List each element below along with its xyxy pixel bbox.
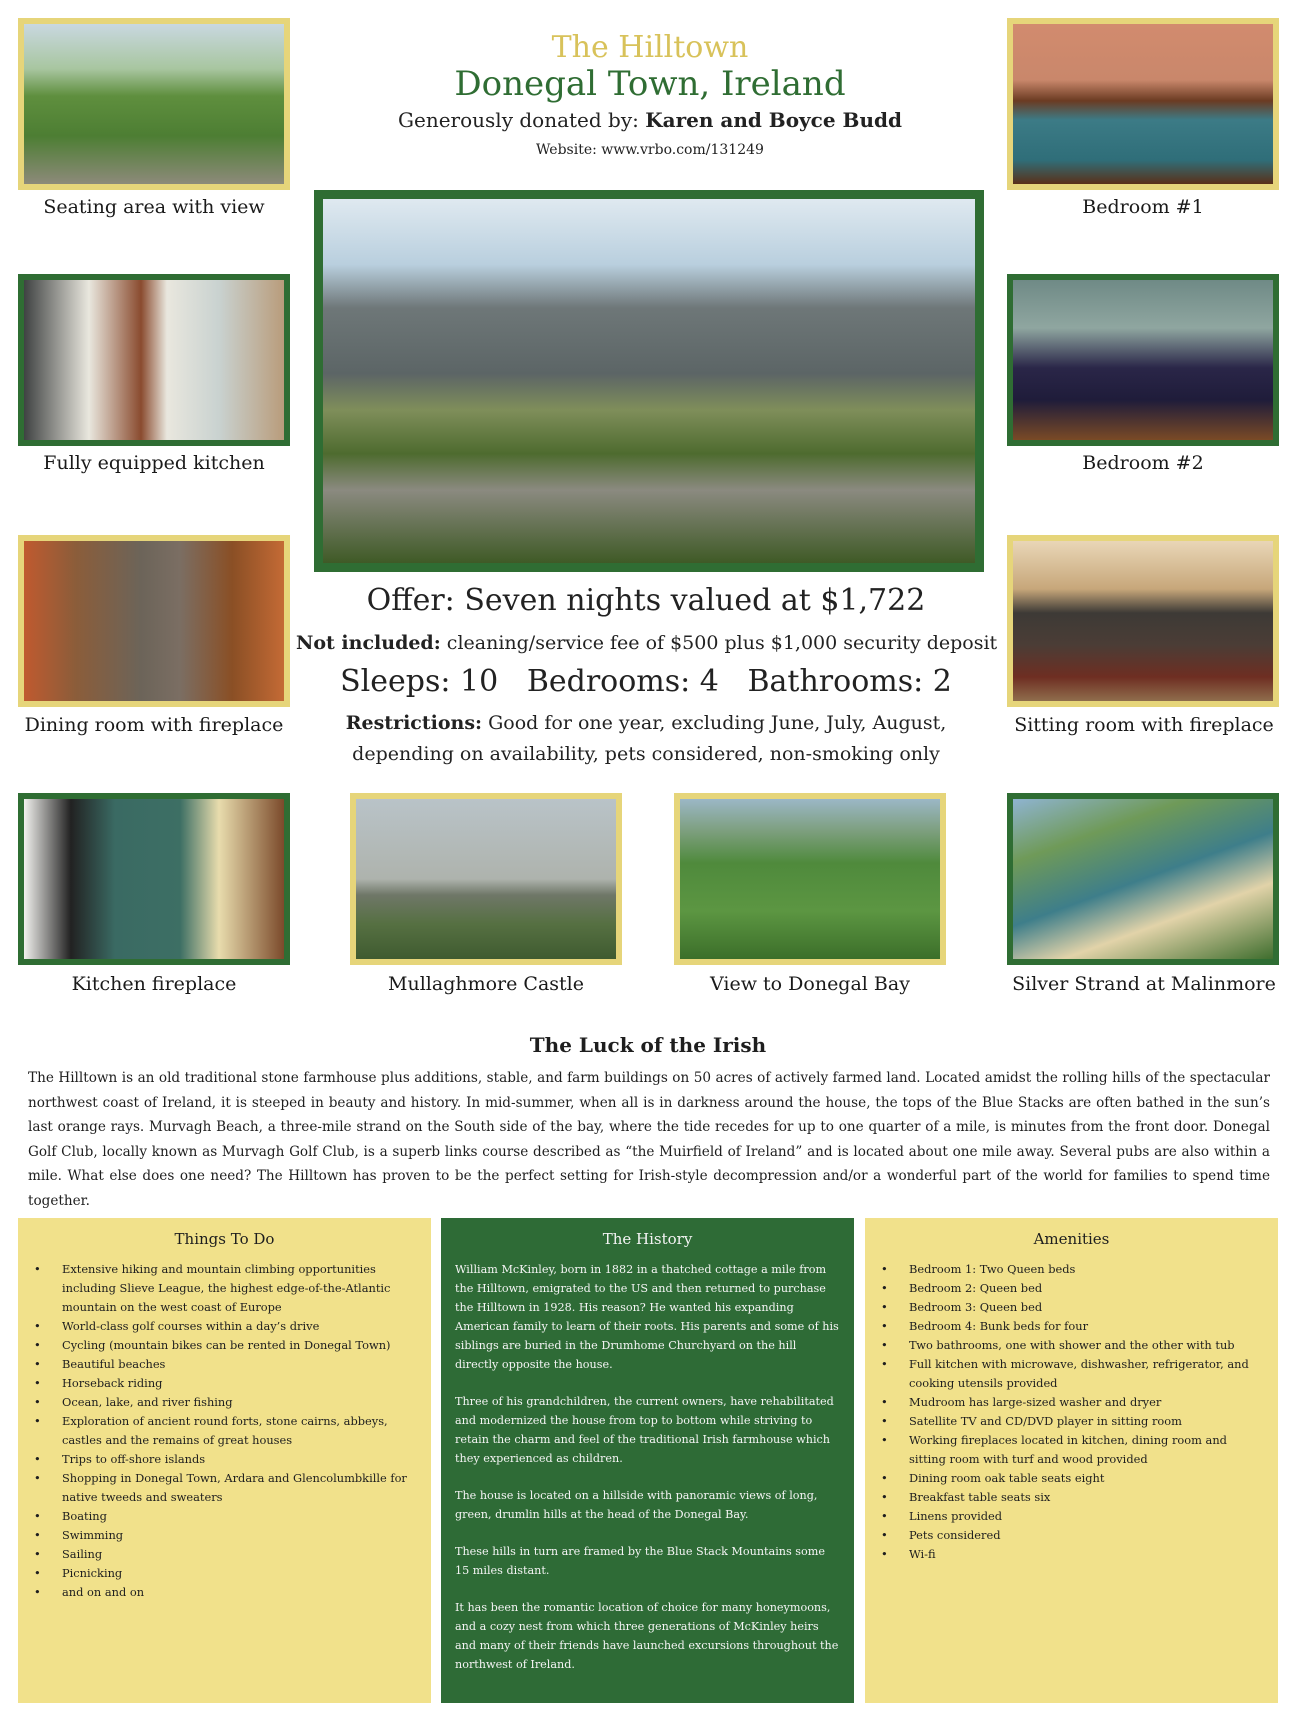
history-paragraph: William McKinley, born in 1882 in a thatched cottage a mile from the Hilltown, emigrated to the US and then returned to purchase the Hilltown in 1928. His reason? He wanted his expanding American family to learn of their roots. His parents and some of his siblings are buried in the Drumhome Churchyard on the hill directly opposite the house. [455,1263,839,1371]
donors: Karen and Boyce Budd [645,108,902,132]
list-item: • Picnicking [32,1564,417,1583]
capacity-line [296,664,996,699]
restrictions-line1 [296,712,996,734]
caption-dining: Dining room with fireplace [24,714,284,736]
bedrooms-label: Bedrooms: [526,664,691,699]
history-paragraph: It has been the romantic location of choice for many honeymoons, and a cozy nest from which three generations of McKinley heirs and many of their friends have launched excursions throughout the northwest of Ireland. [455,1601,839,1671]
list-item: • Beautiful beaches [32,1355,417,1374]
photo-castle [350,793,622,965]
history-title: The History [602,1230,693,1248]
photo-kitchen [18,274,290,446]
sleeps-value: 10 [460,664,499,699]
donated-prefix: Generously donated by: [398,108,639,132]
luck-text: The Hilltown is an old traditional stone farmhouse plus additions, stable, and farm buildings on 50 acres of actively farmed land. Located amidst the rolling hills of the spectacular northwest coast of Ireland, it is steeped in beauty and history. In mid-summer, when all is in darkness around the house, the tops of the Blue Stacks are often bathed in the sun’s last orange rays. Murvagh Beach, a three-mile strand on the South side of the bay, where the tide recedes for up to one quarter of a mile, is minutes from the front door. Donegal Golf Club, locally known as Murvagh Golf Club, is a superb links course described as “the Muirfield of Ireland” and is located about one mile away. Several pubs are also within a mile. What else does one need? The Hilltown has proven to be the perfect setting for Irish-style decompression and/or a wonderful part of the world for families to spend time together. [28,1070,1270,1209]
amenities-list [879,1260,1264,1564]
list-item: • Full kitchen with microwave, dishwasher, refrigerator, and cooking utensils provided [879,1355,1264,1393]
caption-kitchen: Fully equipped kitchen [43,452,265,474]
list-item: • Two bathrooms, one with shower and the other with tub [879,1336,1264,1355]
list-item: • Shopping in Donegal Town, Ardara and Glencolumbkille for native tweeds and sweaters [32,1469,417,1507]
list-item: • Bedroom 3: Queen bed [879,1298,1264,1317]
history-paragraph: These hills in turn are framed by the Blue Stack Mountains some 15 miles distant. [455,1545,825,1577]
list-item: • Dining room oak table seats eight [879,1469,1264,1488]
list-item: • Breakfast table seats six [879,1488,1264,1507]
photo-dining [18,535,290,707]
caption-kitchen-fireplace: Kitchen fireplace [71,973,237,995]
list-item: • Sailing [32,1545,417,1564]
history-panel [441,1218,854,1703]
caption-sitting: Sitting room with fireplace [1014,714,1274,736]
not-included-value: cleaning/service fee of $500 plus $1,000 security deposit [446,632,998,654]
photo-main-house [314,190,984,572]
list-item: • Trips to off-shore islands [32,1450,417,1469]
things-list [32,1260,417,1602]
caption-bedroom2: Bedroom #2 [1082,452,1204,474]
photo-strand [1007,793,1279,965]
list-item: • Extensive hiking and mountain climbing opportunities including Slieve League, the highest edge-of-the-Atlantic mountain on the west coast of Europe [32,1260,417,1317]
restrictions-line2: depending on availability, pets considered, non-smoking only [352,743,940,765]
list-item: • Exploration of ancient round forts, stone cairns, abbeys, castles and the remains of great houses [32,1412,417,1450]
list-item: • Bedroom 4: Bunk beds for four [879,1317,1264,1336]
caption-seating: Seating area with view [43,196,265,218]
caption-bay: View to Donegal Bay [710,973,910,995]
list-item: • Ocean, lake, and river fishing [32,1393,417,1412]
not-included-line [296,632,996,654]
history-paragraph: The house is located on a hillside with panoramic views of long, green, drumlin hills at the head of the Donegal Bay. [455,1489,818,1521]
not-included-label: Not included: [296,632,441,654]
list-item: • Bedroom 1: Two Queen beds [879,1260,1264,1279]
offer-value: Seven nights valued at $1,722 [464,583,926,618]
history-body [455,1260,840,1674]
donated-by [300,108,1000,132]
list-item: • Horseback riding [32,1374,417,1393]
list-item: • and on and on [32,1583,417,1602]
list-item: • Swimming [32,1526,417,1545]
photo-bedroom1 [1007,18,1279,190]
bathrooms-value: 2 [932,664,952,699]
bedrooms-value: 4 [699,664,719,699]
list-item: • Mudroom has large-sized washer and dryer [879,1393,1264,1412]
list-item: • World-class golf courses within a day’s drive [32,1317,417,1336]
caption-castle: Mullaghmore Castle [388,973,584,995]
list-item: • Bedroom 2: Queen bed [879,1279,1264,1298]
list-item: • Satellite TV and CD/DVD player in sitting room [879,1412,1264,1431]
sleeps-label: Sleeps: [340,664,451,699]
list-item: • Cycling (mountain bikes can be rented in Donegal Town) [32,1336,417,1355]
list-item: • Boating [32,1507,417,1526]
photo-bay [674,793,946,965]
restrictions-label: Restrictions: [345,712,483,734]
list-item: • Working fireplaces located in kitchen, dining room and sitting room with turf and wood provided [879,1431,1264,1469]
caption-strand: Silver Strand at Malinmore [1012,973,1276,995]
offer-line [296,583,996,618]
photo-sitting [1007,535,1279,707]
amenities-title: Amenities [1033,1230,1110,1248]
list-item: • Wi-fi [879,1545,1264,1564]
photo-kitchen-fireplace [18,793,290,965]
things-title: Things To Do [174,1230,275,1248]
things-to-do-panel [18,1218,431,1703]
restrictions-text1: Good for one year, excluding June, July, August, [488,712,947,734]
caption-bedroom1: Bedroom #1 [1082,196,1204,218]
property-title: The Hilltown [551,30,749,65]
property-location: Donegal Town, Ireland [454,64,846,104]
photo-seating [18,18,290,190]
list-item: • Pets considered [879,1526,1264,1545]
bathrooms-label: Bathrooms: [747,664,924,699]
offer-label: Offer: [366,583,455,618]
amenities-panel [865,1218,1278,1703]
luck-title: The Luck of the Irish [529,1033,767,1057]
website: Website: www.vrbo.com/131249 [536,142,764,158]
list-item: • Linens provided [879,1507,1264,1526]
history-paragraph: Three of his grandchildren, the current owners, have rehabilitated and modernized the house from top to bottom while striving to retain the charm and feel of the traditional Irish farmhouse which they experienced as children. [455,1395,834,1465]
photo-bedroom2 [1007,274,1279,446]
